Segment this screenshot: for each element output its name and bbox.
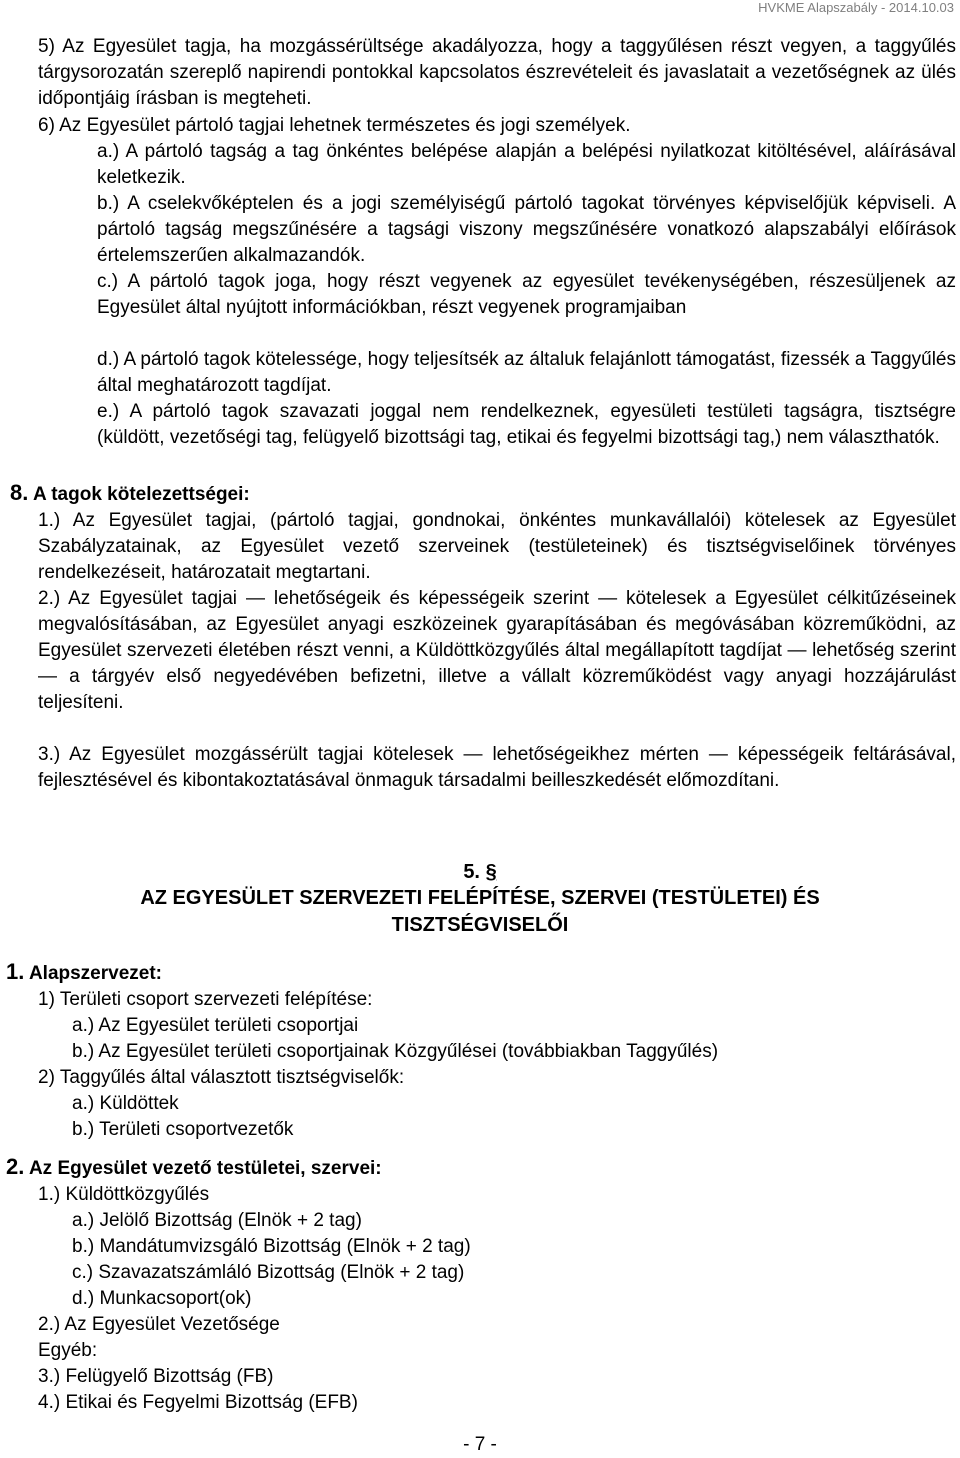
list-item: b.) Területi csoportvezetők xyxy=(72,1119,294,1140)
paragraph-6d: d.) A pártoló tagok kötelessége, hogy teljesítsék az általuk felajánlott támogatást, fizessék a Taggyűlés által meghatározott tagdíjat. xyxy=(97,349,956,396)
obligation-item-3: 3.) Az Egyesület mozgássérült tagjai kötelesek — lehetőségeikhez mérten — képességeik feltárásával, fejlesztésével és kibontakoztatásával önmaguk társadalmi beilleszkedését előmozdítani. xyxy=(38,744,956,791)
list-item: 1.) Küldöttközgyűlés xyxy=(38,1184,210,1205)
paragraph-6: 6) Az Egyesület pártoló tagjai lehetnek természetes és jogi személyek. xyxy=(38,115,631,136)
document-reference: HVKME Alapszabály - 2014.10.03 xyxy=(758,0,954,15)
list-item: 2.) Az Egyesület Vezetősége xyxy=(38,1314,280,1335)
section-1-heading xyxy=(6,959,162,987)
obligation-item-1: 1.) Az Egyesület tagjai, (pártoló tagjai, gondnokai, önkéntes munkavállalói) kötelesek az Egyesület Szabályzatainak, az Egyesület vezető szerveinek (testületeinek) és tisztségviselőinek törvényes rendelkezéseit, határozatait megtartani. xyxy=(38,510,956,583)
chapter-title-line-2: TISZTSÉGVISELŐI xyxy=(391,914,569,936)
list-item: a.) Küldöttek xyxy=(72,1093,179,1114)
chapter-heading-number xyxy=(0,858,960,886)
paragraph-5: 5) Az Egyesület tagja, ha mozgássérültsége akadályozza, hogy a taggyűlésen részt vegyen, a taggyűlés tárgysorozatán szereplő napirendi pontokkal kapcsolatos észrevételeit és javaslatait a vezetőségnek az ülés időpontjáig írásban is megteheti. xyxy=(38,36,956,109)
list-item: b.) Mandátumvizsgáló Bizottság (Elnök + 2 tag) xyxy=(72,1236,471,1257)
page-number: - 7 - xyxy=(463,1434,497,1455)
list-item: a.) Jelölő Bizottság (Elnök + 2 tag) xyxy=(72,1210,362,1231)
section-2-number: 2. xyxy=(6,1154,25,1179)
section-8-title: A tagok kötelezettségei: xyxy=(32,484,250,505)
list-item: Egyéb: xyxy=(38,1340,98,1361)
list-item: b.) Az Egyesület területi csoportjainak Közgyűlései (továbbiakban Taggyűlés) xyxy=(72,1041,719,1062)
section-sign: § xyxy=(485,861,497,883)
obligation-item-2: 2.) Az Egyesület tagjai — lehetőségeik és képességeik szerint — kötelesek a Egyesület célkitűzéseinek megvalósításában, az Egyesület anyagi eszközeinek gyarapításában és megóvásában közreműködni, az Egyesület szervezeti életében részt venni, a Küldöttközgyűlés által megállapított tagdíjat — lehetőség szerint — a tárgyév első negyedévében befizetni, illetve a vállalt közreműködést vagy anyagi hozzájárulást teljesíteni. xyxy=(38,588,956,713)
paragraph-6b: b.) A cselekvőképtelen és a jogi személyiségű pártoló tagokat törvényes képviselőjük képviseli. A pártoló tagság megszűnésére a tagsági viszony megszűnésére vonatkozó alapszabályi előírások értelemszerűen alkalmazandók. xyxy=(97,193,956,266)
section-1-title: Alapszervezet: xyxy=(28,963,162,984)
paragraph-6a: a.) A pártoló tagság a tag önkéntes belépése alapján a belépési nyilatkozat kitöltésével, aláírásával keletkezik. xyxy=(97,141,956,188)
paragraph-6c: c.) A pártoló tagok joga, hogy részt vegyenek az egyesület tevékenységében, részesüljenek az Egyesület által nyújtott információkban, részt vegyenek programjaiban xyxy=(97,271,956,318)
chapter-title-line-1: AZ EGYESÜLET SZERVEZETI FELÉPÍTÉSE, SZERVEI (TESTÜLETEI) ÉS xyxy=(140,887,820,909)
list-item: 1) Területi csoport szervezeti felépítése: xyxy=(38,989,373,1010)
paragraph-6e: e.) A pártoló tagok szavazati joggal nem rendelkeznek, egyesületi testületi tagságra, tisztségre (küldött, vezetőségi tag, felügyelő bizottsági tag, etikai és fegyelmi bizottsági tag,) nem választhatók. xyxy=(97,401,956,448)
section-2-title: Az Egyesület vezető testületei, szervei: xyxy=(28,1158,382,1179)
chapter-number: 5. xyxy=(463,861,480,883)
list-item: c.) Szavazatszámláló Bizottság (Elnök + 2 tag) xyxy=(72,1262,465,1283)
section-8-heading xyxy=(10,480,250,508)
list-item: 2) Taggyűlés által választott tisztségviselők: xyxy=(38,1067,405,1088)
list-item: 3.) Felügyelő Bizottság (FB) xyxy=(38,1366,274,1387)
section-8-number: 8. xyxy=(10,480,29,505)
list-item: 4.) Etikai és Fegyelmi Bizottság (EFB) xyxy=(38,1392,358,1413)
list-item: d.) Munkacsoport(ok) xyxy=(72,1288,252,1309)
section-2-heading xyxy=(6,1154,382,1182)
section-1-number: 1. xyxy=(6,959,25,984)
list-item: a.) Az Egyesület területi csoportjai xyxy=(72,1015,359,1036)
